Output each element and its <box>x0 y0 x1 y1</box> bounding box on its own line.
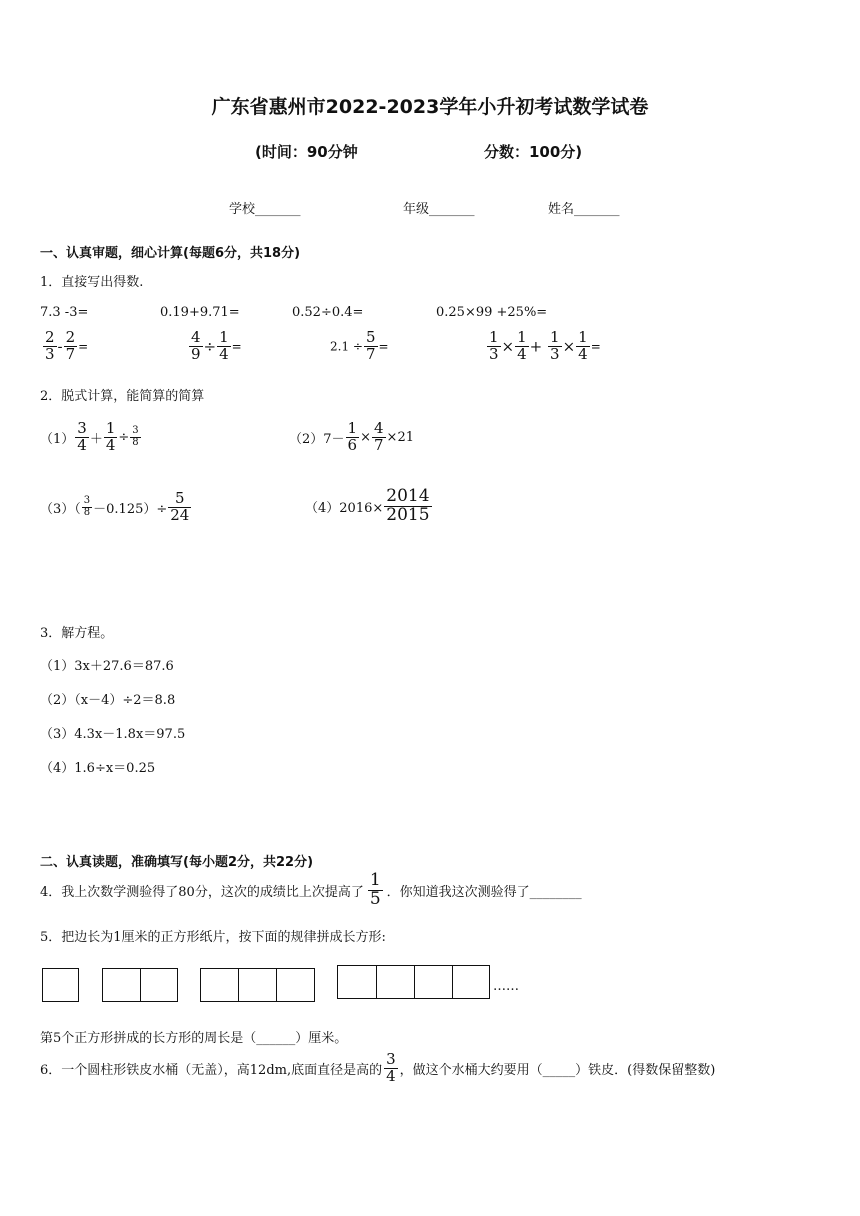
square-group-3 <box>200 968 315 1002</box>
q2-label: 2．脱式计算，能简算的简算 <box>40 389 205 404</box>
square-group-2 <box>102 968 178 1002</box>
q2-part-2: （2）7－ $\frac{1}{6}$ × $\frac{4}{7}$ ×21 <box>289 419 414 454</box>
square-group-4 <box>337 965 490 999</box>
q2-part-1: （1） $\frac{3}{4}$ ＋ $\frac{1}{4}$ ÷ $\frac{3}{8}$ <box>40 419 139 454</box>
q3-label: 3．解方程。 <box>40 626 114 641</box>
q1-item-1: 7.3 -3= <box>40 305 89 320</box>
q1-item-8: $\frac{1}{3}$ × $\frac{1}{4}$ + $\frac{1}{3}$ × $\frac{1}{4}$ = <box>489 328 601 363</box>
page-title: 广东省惠州市2022-2023学年小升初考试数学试卷 <box>211 96 649 118</box>
exam-score: 分数：100分) <box>484 143 583 161</box>
q1-label: 1．直接写出得数. <box>40 275 144 290</box>
q1-item-7: 2.1 ÷ $\frac{5}{7}$ = <box>330 328 389 363</box>
q5-label: 5．把边长为1厘米的正方形纸片，按下面的规律拼成长方形: <box>40 930 386 945</box>
q2-part-3: （3）（ $\frac{3}{8}$ －0.125）÷ $\frac{5}{24}$ <box>40 489 190 524</box>
q6: 6．一个圆柱形铁皮水桶（无盖），高12dm,底面直径是高的 $\frac{3}{4}$ ，做这个水桶大约要用（_____）铁皮．(得数保留整数) <box>40 1050 716 1085</box>
ellipsis: …… <box>493 979 519 994</box>
q2-part-4: （4）2016× $\frac{2014}{2015}$ <box>305 486 430 525</box>
q1-item-6: $\frac{4}{9}$ ÷ $\frac{1}{4}$ = <box>191 328 242 363</box>
q3-item-1: （1）3x＋27.6＝87.6 <box>40 659 174 674</box>
section1-heading: 一、认真审题，细心计算(每题6分，共18分) <box>40 246 301 261</box>
q1-item-3: 0.52÷0.4= <box>292 305 364 320</box>
q1-item-4: 0.25×99 +25%= <box>436 305 548 320</box>
name-field[interactable]: 姓名_______ <box>548 202 620 217</box>
q1-item-5: $\frac{2}{3}$ - $\frac{2}{7}$ = <box>45 328 89 363</box>
square-group-1 <box>42 968 79 1002</box>
q3-item-3: （3）4.3x－1.8x＝97.5 <box>40 727 186 742</box>
q4: 4．我上次数学测验得了80分，这次的成绩比上次提高了 $\frac{1}{5}$ ．你知道我这次测验得了________ <box>40 870 582 909</box>
section2-heading: 二、认真读题，准确填写(每小题2分，共22分) <box>40 855 314 870</box>
q1-item-2: 0.19+9.71= <box>160 305 240 320</box>
q3-item-2: （2）（x－4）÷2＝8.8 <box>40 693 176 708</box>
school-field[interactable]: 学校_______ <box>229 202 301 217</box>
grade-field[interactable]: 年级_______ <box>403 202 475 217</box>
q3-item-4: （4）1.6÷x＝0.25 <box>40 761 156 776</box>
q5-answer: 第5个正方形拼成的长方形的周长是（______）厘米。 <box>40 1031 348 1046</box>
exam-time: (时间：90分钟 <box>255 143 358 161</box>
